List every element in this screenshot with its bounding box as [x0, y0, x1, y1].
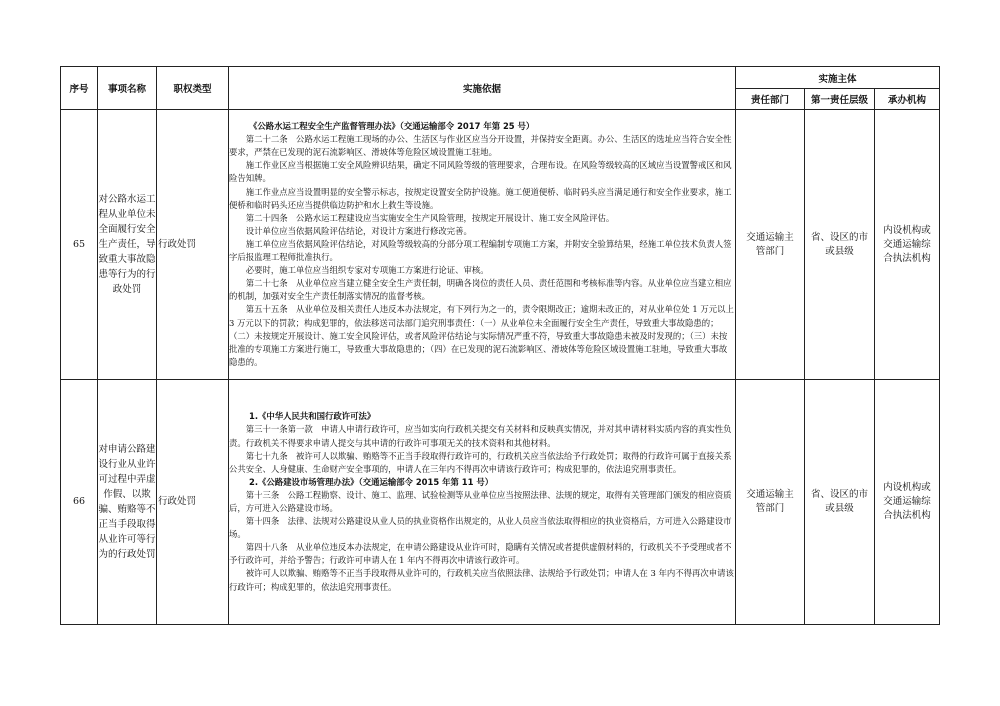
row-org: 内设机构或交通运输综合执法机构 — [875, 380, 940, 625]
row-item-name: 对公路水运工程从业单位未全面履行安全生产责任，导致重大事故隐患等行为的行政处罚 — [98, 110, 157, 380]
law-article: 第二十二条 公路水运工程施工现场的办公、生活区与作业区应当分开设置，并保持安全距离。办公、生活区的选址应当符合安全性要求，严禁在已发现的泥石流影响区、滑坡体等危险区域设置施工驻地。 — [229, 134, 732, 158]
law-title: 《公路水运工程安全生产监督管理办法》（交通运输部令 2017 年第 25 号） — [249, 121, 535, 132]
header-power-type: 职权类型 — [157, 67, 229, 110]
law-article: 第四十八条 从业单位违反本办法规定，在申请公路建设从业许可时，隐瞒有关情况或者提供虚假材料的，行政机关不予受理或者不予行政许可，并给予警告；行政许可申请人在 1 年内不得再次申请该行政许可。 — [229, 542, 732, 566]
law-article: 施工单位应当依据风险评估结论，对风险等级较高的分部分项工程编制专项施工方案，并附安全验算结果，经施工单位技术负责人签字后报监理工程师批准执行。 — [229, 238, 732, 263]
matters-table — [60, 66, 940, 625]
law-article: 施工作业区应当根据施工安全风险辨识结果，确定不同风险等级的管理要求，合理布设。在风险等级较高的区域应当设置警戒区和风险告知牌。 — [229, 160, 732, 184]
law-article: 第二十七条 从业单位应当建立健全安全生产责任制，明确各岗位的责任人员、责任范围和考核标准等内容。从业单位应当建立相应的机制，加强对安全生产责任制落实情况的监督考核。 — [229, 278, 732, 302]
law-title: 1.《中华人民共和国行政许可法》 — [249, 411, 376, 422]
row-level: 省、设区的市或县级 — [805, 110, 875, 380]
row-power-type: 行政处罚 — [157, 110, 229, 380]
header-no: 序号 — [61, 67, 98, 110]
law-article: 必要时，施工单位应当组织专家对专项施工方案进行论证、审核。 — [245, 265, 489, 276]
row-dept: 交通运输主管部门 — [736, 110, 805, 380]
row-no: 66 — [61, 380, 98, 625]
row-no: 65 — [61, 110, 98, 380]
table-row — [61, 110, 940, 380]
row-dept: 交通运输主管部门 — [736, 380, 805, 625]
law-title: 2.《公路建设市场管理办法》（交通运输部令 2015 年第 11 号） — [249, 476, 494, 487]
law-article: 第七十九条 被许可人以欺骗、贿赂等不正当手段取得行政许可的，行政机关应当依法给予行政处罚；取得的行政许可属于直接关系公共安全、人身健康、生命财产安全事项的，申请人在三年内不得再次申请该行政许可；构成犯罪的，依法追究刑事责任。 — [229, 450, 732, 474]
law-article: 第五十五条 从业单位及相关责任人违反本办法规定，有下列行为之一的，责令限期改正；逾期未改正的，对从业单位处 1 万元以上 3 万元以下的罚款；构成犯罪的，依法移送司法部门追究刑事责任：（一）从业单位未全面履行安全生产责任，导致重大事故隐患的；（二）未按规定开展设计、施工安全风险评估，或者风险评估结论与实际情况严重不符，导致重大事故隐患未被及时发现的；（三）未按批准的专项施工方案进行施工，导致重大事故隐患的；（四）在已发现的泥石流影响区、滑坡体等危险区域设置施工驻地，导致重大事故隐患的。 — [229, 304, 734, 367]
row-basis — [229, 380, 736, 625]
law-article: 被许可人以欺骗、贿赂等不正当手段取得从业许可的，行政机关应当依照法律、法规给予行政处罚；申请人在 3 年内不得再次申请该行政许可；构成犯罪的，依法追究刑事责任。 — [229, 568, 734, 592]
header-level: 第一责任层级 — [805, 89, 875, 110]
law-article: 施工作业点应当设置明显的安全警示标志，按规定设置安全防护设施。施工便道便桥、临时码头应当满足通行和安全作业要求，施工便桥和临时码头还应当提供临边防护和水上救生等设施。 — [229, 186, 732, 210]
table-row — [61, 380, 940, 625]
header-dept: 责任部门 — [736, 89, 805, 110]
row-item-name: 对申请公路建设行业从业许可过程中弄虚作假、以欺骗、贿赂等不正当手段取得从业许可等行为的行政处罚 — [98, 380, 157, 625]
row-level: 省、设区的市或县级 — [805, 380, 875, 625]
law-article: 第十三条 公路工程勘察、设计、施工、监理、试验检测等从业单位应当按照法律、法规的规定，取得有关管理部门颁发的相应资质后，方可进入公路建设市场。 — [229, 489, 732, 513]
header-basis: 实施依据 — [229, 67, 736, 110]
basis-list — [229, 120, 735, 369]
law-article: 第二十四条 公路水运工程建设应当实施安全生产风险管理，按规定开展设计、施工安全风险评估。 — [245, 212, 615, 223]
header-row — [61, 67, 940, 89]
law-article: 设计单位应当依据风险评估结论，对设计方案进行修改完善。 — [245, 225, 472, 236]
row-power-type: 行政处罚 — [157, 380, 229, 625]
row-basis — [229, 110, 736, 380]
row-org: 内设机构或交通运输综合执法机构 — [875, 110, 940, 380]
header-org: 承办机构 — [875, 89, 940, 110]
law-article: 第三十一条第一款 申请人申请行政许可，应当如实向行政机关提交有关材料和反映真实情况，并对其申请材料实质内容的真实性负责。行政机关不得要求申请人提交与其申请的行政许可事项无关的技术资料和其他材料。 — [229, 424, 732, 448]
header-item-name: 事项名称 — [98, 67, 157, 110]
law-article: 第十四条 法律、法规对公路建设从业人员的执业资格作出规定的，从业人员应当依法取得相应的执业资格后，方可进入公路建设市场。 — [229, 516, 732, 540]
basis-list — [229, 410, 735, 593]
header-subject: 实施主体 — [736, 67, 940, 89]
